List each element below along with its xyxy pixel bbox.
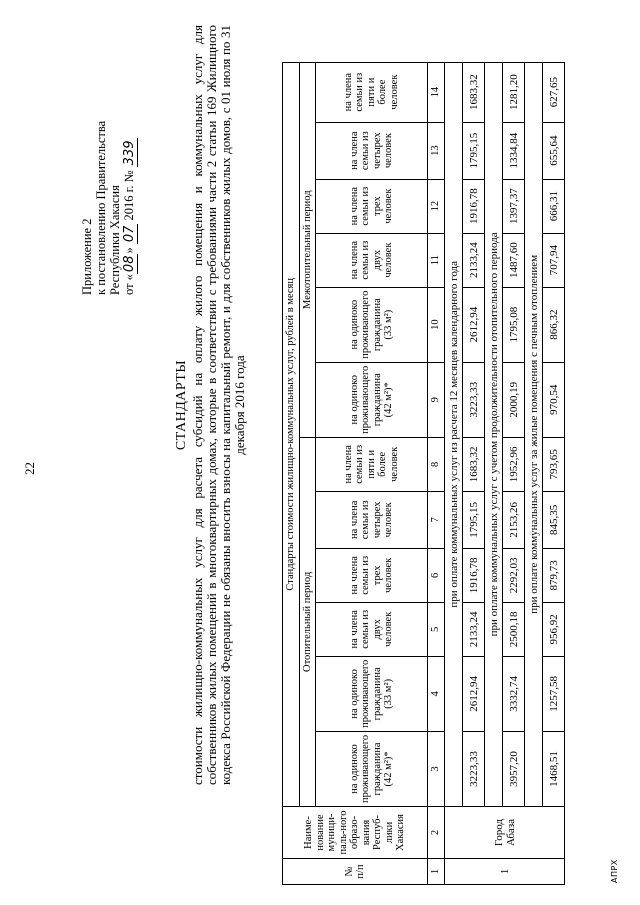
- date-mid: »: [122, 247, 136, 254]
- subheader-cell: на члена семьи из двух человек: [316, 233, 428, 287]
- column-number: 13: [428, 122, 445, 179]
- subheader-cell: на одиноко проживающего гражданина (33 м²): [316, 287, 428, 362]
- subheader-cell: на члена семьи из четырех человек: [316, 122, 428, 179]
- section-row: [485, 62, 503, 884]
- column-number: 5: [428, 602, 445, 656]
- value-cell: 1916,78: [463, 179, 485, 233]
- value-cell: 2500,18: [503, 602, 525, 656]
- footer-code: АПРХ: [610, 859, 619, 883]
- value-cell: 2612,94: [463, 287, 485, 362]
- header-no: № п/п: [283, 859, 428, 885]
- appendix-title: Приложение 2: [80, 218, 94, 295]
- page-number: 22: [22, 462, 37, 475]
- value-cell: 666,31: [543, 179, 565, 233]
- section-label: при оплате коммунальных услуг с учетом продолжительности отопительного периода: [485, 62, 503, 806]
- handwritten-day: 08: [122, 255, 137, 273]
- column-number: 8: [428, 437, 445, 491]
- handwritten-month: 07: [122, 225, 137, 243]
- subheader-cell: на одиноко проживающего гражданина (42 м²)*: [316, 731, 428, 806]
- subheader-cell: на члена семьи из пяти и более человек: [316, 62, 428, 122]
- value-cell: 1397,37: [503, 179, 525, 233]
- value-cell: 956,92: [543, 602, 565, 656]
- row-number: 1: [445, 859, 565, 885]
- header-interheating-period: Межотопительный период: [300, 62, 316, 437]
- value-cell: 970,54: [543, 362, 565, 437]
- title-block: [175, 25, 247, 785]
- value-cell: 1487,60: [503, 233, 525, 287]
- municipality-name: Город Абаза: [445, 807, 565, 859]
- value-cell: 707,94: [543, 233, 565, 287]
- appendix-header: [80, 121, 137, 295]
- value-cell: 2133,24: [463, 602, 485, 656]
- value-cell: 3223,33: [463, 731, 485, 806]
- subheader-cell: на члена семьи из двух человек: [316, 602, 428, 656]
- value-cell: 1683,32: [463, 62, 485, 122]
- value-cell: 1468,51: [543, 731, 565, 806]
- column-number: 11: [428, 233, 445, 287]
- section-row: [525, 62, 543, 884]
- header-heating-period: Отопительный период: [300, 437, 316, 806]
- document-subtitle: стоимости жилищно-коммунальных услуг для расчета субсидий на оплату жилого помещения и коммунальных услуг для собственников жилых помещений в многоквартирных домах, которые в соответствии с требованиями части 2 статьи 169 Жилищного кодекса Российской Федерации не обязаны вносить взносы на капитальный ремонт, и для собственников жилых домов, с 01 июля по 31 декабря 2016 года: [190, 25, 247, 785]
- value-cell: 866,32: [543, 287, 565, 362]
- value-cell: 793,65: [543, 437, 565, 491]
- value-cell: 655,64: [543, 122, 565, 179]
- document-title: СТАНДАРТЫ: [174, 359, 189, 451]
- column-number: 7: [428, 491, 445, 548]
- column-number: 10: [428, 287, 445, 362]
- value-cell: 2612,94: [463, 656, 485, 731]
- subheader-cell: на члена семьи из трех человек: [316, 179, 428, 233]
- value-cell: 2133,24: [463, 233, 485, 287]
- value-cell: 1257,58: [543, 656, 565, 731]
- value-cell: 1916,78: [463, 548, 485, 602]
- column-number-row: [428, 62, 445, 884]
- subheader-cell: на одиноко проживающего гражданина (42 м²)*: [316, 362, 428, 437]
- value-cell: 3332,74: [503, 656, 525, 731]
- value-cell: 2000,19: [503, 362, 525, 437]
- column-number: 6: [428, 548, 445, 602]
- value-cell: 1795,08: [503, 287, 525, 362]
- table-row: [463, 62, 485, 884]
- table-row: [503, 62, 525, 884]
- subheader-cell: на члена семьи из четырех человек: [316, 491, 428, 548]
- value-cell: 627,65: [543, 62, 565, 122]
- header-group: Стандарты стоимости жилищно-коммунальных услуг, рублей в месяц: [283, 62, 300, 806]
- column-number: 2: [428, 807, 445, 859]
- value-cell: 1795,15: [463, 122, 485, 179]
- appendix-republic-line: Республики Хакасия: [108, 185, 122, 295]
- value-cell: 2153,26: [503, 491, 525, 548]
- value-cell: 1281,20: [503, 62, 525, 122]
- column-number: 9: [428, 362, 445, 437]
- date-year: 2016 г. №: [122, 170, 136, 221]
- value-cell: 1683,32: [463, 437, 485, 491]
- column-number: 4: [428, 656, 445, 731]
- value-cell: 3957,20: [503, 731, 525, 806]
- value-cell: 1795,15: [463, 491, 485, 548]
- section-label: при оплате коммунальных услуг за жилые помещения с печным отоплением: [525, 62, 543, 806]
- value-cell: 879,73: [543, 548, 565, 602]
- section-row: [445, 62, 463, 884]
- column-number: 1: [428, 859, 445, 885]
- column-number: 12: [428, 179, 445, 233]
- value-cell: 1334,84: [503, 122, 525, 179]
- table-row: [543, 62, 565, 884]
- column-number: 3: [428, 731, 445, 806]
- value-cell: 845,35: [543, 491, 565, 548]
- header-municipality: Наиме-нование муници-паль-ного образо-вания Респуб-лики Хакасия: [283, 807, 428, 859]
- subheader-cell: на члена семьи из пяти и более человек: [316, 437, 428, 491]
- subheader-cell: на члена семьи из трех человек: [316, 548, 428, 602]
- value-cell: 2292,03: [503, 548, 525, 602]
- date-prefix: от «: [122, 274, 136, 295]
- column-number: 14: [428, 62, 445, 122]
- subheader-cell: на одиноко проживающего гражданина (33 м²): [316, 656, 428, 731]
- standards-table: [282, 62, 565, 885]
- value-cell: 3223,33: [463, 362, 485, 437]
- appendix-date-line: [122, 121, 137, 295]
- handwritten-number: 339: [122, 140, 137, 166]
- appendix-decree-line: к постановлению Правительства: [94, 120, 108, 295]
- value-cell: 1952,96: [503, 437, 525, 491]
- section-label: при оплате коммунальных услуг из расчета 12 месяцев календарного года: [445, 62, 463, 806]
